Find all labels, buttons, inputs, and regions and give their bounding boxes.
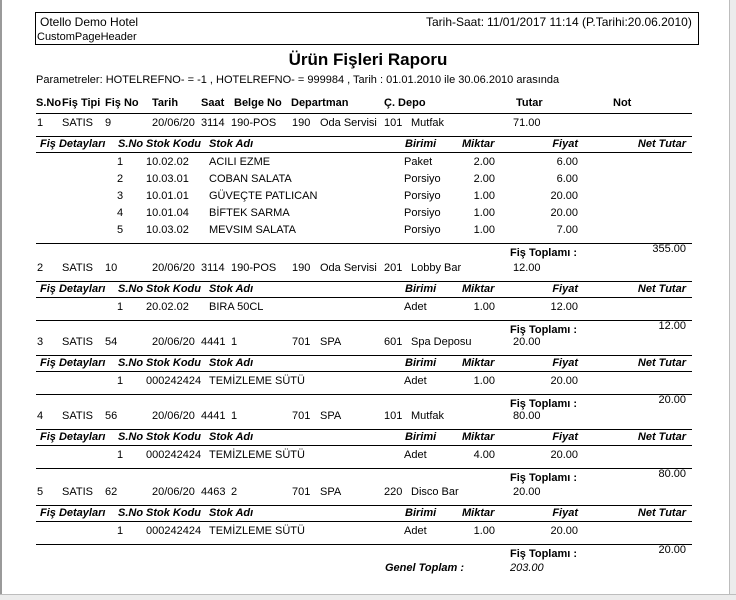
item-stok-kodu: 000242424 xyxy=(146,375,202,387)
item-fiyat: 7.00 xyxy=(556,224,578,236)
receipt-tutar: 20.00 xyxy=(513,486,541,498)
item-birimi: Adet xyxy=(404,449,427,461)
detail-col-stok-adi: Stok Adı xyxy=(209,431,254,443)
item-fiyat: 6.00 xyxy=(556,173,578,185)
detail-col-fiyat: Fiyat xyxy=(552,357,578,369)
item-sno: 1 xyxy=(117,156,124,168)
detail-col-fis-detaylari: Fiş Detayları xyxy=(40,357,106,369)
item-stok-adi: BIRA 50CL xyxy=(209,301,264,313)
item-stok-kodu: 10.03.02 xyxy=(146,224,189,236)
item-stok-kodu: 10.03.01 xyxy=(146,173,189,185)
receipt-fis-no: 56 xyxy=(105,410,118,422)
item-stok-adi: ACILI EZME xyxy=(209,156,271,168)
receipt-depo-kod: 220 xyxy=(384,486,403,498)
receipt-depo: Mutfak xyxy=(411,410,445,422)
detail-col-fiyat: Fiyat xyxy=(552,138,578,150)
fis-toplami-label: Fiş Toplamı : xyxy=(510,324,578,336)
col-c-depo: Ç. Depo xyxy=(384,97,426,109)
col-saat: Saat xyxy=(201,97,225,109)
item-stok-kodu: 000242424 xyxy=(146,525,202,537)
detail-header-top-rule xyxy=(36,136,692,137)
item-birimi: Adet xyxy=(404,375,427,387)
item-birimi: Adet xyxy=(404,301,427,313)
receipt-depo-kod: 201 xyxy=(384,262,403,274)
detail-col-fiyat: Fiyat xyxy=(552,507,578,519)
fis-toplami-label: Fiş Toplamı : xyxy=(510,472,578,484)
col-not: Not xyxy=(613,97,632,109)
receipt-sno: 1 xyxy=(37,117,44,129)
datetime-value: 11/01/2017 11:14 (P.Tarihi:20.06.2010) xyxy=(487,15,692,29)
receipt-fis-no: 62 xyxy=(105,486,118,498)
receipt-sno: 4 xyxy=(37,410,44,422)
fis-toplami-value: 355.00 xyxy=(652,243,686,255)
receipt-sno: 5 xyxy=(37,486,44,498)
receipt-saat: 3114 xyxy=(201,262,225,274)
detail-col-stok-kodu: Stok Kodu xyxy=(146,138,201,150)
receipt-belge-no: 190-POS xyxy=(231,117,277,129)
item-sno: 3 xyxy=(117,190,124,202)
receipt-saat: 4463 xyxy=(201,486,226,498)
item-miktar: 4.00 xyxy=(473,449,495,461)
receipt-dep-kod: 701 xyxy=(292,336,311,348)
col-fis-no: Fiş No xyxy=(105,97,139,109)
item-fiyat: 20.00 xyxy=(550,207,578,219)
detail-col-birimi: Birimi xyxy=(405,507,437,519)
detail-col-sno: S.No xyxy=(118,431,144,443)
header-rule xyxy=(36,113,692,114)
detail-col-net-tutar: Net Tutar xyxy=(637,507,686,519)
receipt-dep-kod: 701 xyxy=(292,486,311,498)
item-birimi: Porsiyo xyxy=(404,207,441,219)
receipt-fis-tipi: SATIS xyxy=(62,410,93,422)
item-sno: 5 xyxy=(117,224,124,236)
item-miktar: 1.00 xyxy=(473,525,495,537)
detail-col-fis-detaylari: Fiş Detayları xyxy=(40,507,106,519)
receipt-dep-kod: 190 xyxy=(292,262,311,274)
item-fiyat: 20.00 xyxy=(550,525,578,537)
item-miktar: 1.00 xyxy=(473,224,495,236)
datetime-label: Tarih-Saat: xyxy=(426,15,485,29)
item-fiyat: 6.00 xyxy=(556,156,578,168)
fis-toplami-label: Fiş Toplamı : xyxy=(510,548,578,560)
item-stok-adi: TEMİZLEME SÜTÜ xyxy=(209,525,305,537)
detail-col-sno: S.No xyxy=(118,357,144,369)
detail-col-sno: S.No xyxy=(118,283,144,295)
detail-col-fis-detaylari: Fiş Detayları xyxy=(40,431,106,443)
detail-col-sno: S.No xyxy=(118,507,144,519)
item-birimi: Porsiyo xyxy=(404,190,441,202)
item-stok-kodu: 10.02.02 xyxy=(146,156,189,168)
detail-col-net-tutar: Net Tutar xyxy=(637,357,686,369)
detail-col-fiyat: Fiyat xyxy=(552,283,578,295)
fis-toplami-value: 20.00 xyxy=(658,394,686,406)
genel-toplam-value: 203.00 xyxy=(510,562,544,574)
detail-header-bottom-rule xyxy=(36,152,692,153)
receipt-tutar: 80.00 xyxy=(513,410,541,422)
detail-col-birimi: Birimi xyxy=(405,357,437,369)
detail-col-fiyat: Fiyat xyxy=(552,431,578,443)
item-stok-kodu: 10.01.04 xyxy=(146,207,189,219)
detail-col-net-tutar: Net Tutar xyxy=(637,431,686,443)
col-tarih: Tarih xyxy=(152,97,179,109)
item-stok-adi: TEMİZLEME SÜTÜ xyxy=(209,375,305,387)
receipt-depo: Spa Deposu xyxy=(411,336,472,348)
receipt-fis-tipi: SATIS xyxy=(62,117,93,129)
detail-col-net-tutar: Net Tutar xyxy=(637,138,686,150)
detail-col-miktar: Miktar xyxy=(462,507,495,519)
report-parameters: Parametreler: HOTELREFNO- = -1 , HOTELREFNO- = 999984 , Tarih : 01.01.2010 ile 30.06.2010 arasında xyxy=(36,74,560,86)
item-stok-adi: GÜVEÇTE PATLICAN xyxy=(209,190,318,202)
fis-toplami-label: Fiş Toplamı : xyxy=(510,247,578,259)
detail-col-fis-detaylari: Fiş Detayları xyxy=(40,138,106,150)
detail-col-stok-kodu: Stok Kodu xyxy=(146,507,201,519)
receipt-depo-kod: 101 xyxy=(384,117,403,129)
detail-col-stok-adi: Stok Adı xyxy=(209,283,254,295)
item-sno: 1 xyxy=(117,301,124,313)
receipt-departman: SPA xyxy=(320,410,342,422)
detail-header-top-rule xyxy=(36,429,692,430)
receipt-belge-no: 1 xyxy=(231,336,238,348)
detail-header-top-rule xyxy=(36,281,692,282)
receipt-depo: Mutfak xyxy=(411,117,445,129)
detail-col-stok-kodu: Stok Kodu xyxy=(146,431,201,443)
detail-header-bottom-rule xyxy=(36,371,692,372)
receipt-departman: Oda Servisi xyxy=(320,262,377,274)
item-miktar: 2.00 xyxy=(473,173,495,185)
item-sno: 1 xyxy=(117,525,124,537)
receipt-departman: SPA xyxy=(320,486,342,498)
item-miktar: 1.00 xyxy=(473,301,495,313)
receipt-dep-kod: 701 xyxy=(292,410,311,422)
receipt-departman: Oda Servisi xyxy=(320,117,377,129)
fis-toplami-label: Fiş Toplamı : xyxy=(510,398,578,410)
detail-header-top-rule xyxy=(36,505,692,506)
receipt-fis-tipi: SATIS xyxy=(62,262,93,274)
item-miktar: 1.00 xyxy=(473,190,495,202)
col-sno: S.No xyxy=(36,97,62,109)
receipt-sno: 3 xyxy=(37,336,44,348)
right-frame xyxy=(729,0,736,600)
receipt-belge-no: 190-POS xyxy=(231,262,277,274)
receipt-departman: SPA xyxy=(320,336,342,348)
detail-col-stok-adi: Stok Adı xyxy=(209,507,254,519)
col-fis-tipi: Fiş Tipi xyxy=(62,97,101,109)
detail-col-net-tutar: Net Tutar xyxy=(637,283,686,295)
receipt-tarih: 20/06/20 xyxy=(152,486,195,498)
item-fiyat: 12.00 xyxy=(550,301,578,313)
item-stok-kodu: 20.02.02 xyxy=(146,301,189,313)
detail-col-stok-adi: Stok Adı xyxy=(209,357,254,369)
receipt-saat: 4441 xyxy=(201,410,226,422)
receipt-saat: 4441 xyxy=(201,336,226,348)
receipt-fis-no: 54 xyxy=(105,336,118,348)
detail-col-miktar: Miktar xyxy=(462,357,495,369)
col-belge-no: Belge No xyxy=(234,97,282,109)
item-miktar: 1.00 xyxy=(473,207,495,219)
receipt-depo: Lobby Bar xyxy=(411,262,462,274)
left-frame xyxy=(0,0,2,600)
detail-col-stok-kodu: Stok Kodu xyxy=(146,283,201,295)
detail-col-sno: S.No xyxy=(118,138,144,150)
receipt-tarih: 20/06/20 xyxy=(152,410,195,422)
col-tutar: Tutar xyxy=(516,97,543,109)
item-miktar: 1.00 xyxy=(473,375,495,387)
item-birimi: Adet xyxy=(404,525,427,537)
detail-col-miktar: Miktar xyxy=(462,283,495,295)
hotel-name: Otello Demo Hotel xyxy=(40,15,139,29)
detail-col-miktar: Miktar xyxy=(462,138,495,150)
receipt-tarih: 20/06/20 xyxy=(152,262,195,274)
item-stok-adi: TEMİZLEME SÜTÜ xyxy=(209,449,305,461)
fis-toplami-value: 80.00 xyxy=(658,468,686,480)
fis-toplami-value: 20.00 xyxy=(658,544,686,556)
receipt-tarih: 20/06/20 xyxy=(152,336,195,348)
detail-header-bottom-rule xyxy=(36,521,692,522)
item-fiyat: 20.00 xyxy=(550,449,578,461)
detail-col-birimi: Birimi xyxy=(405,138,437,150)
item-birimi: Porsiyo xyxy=(404,224,441,236)
item-stok-adi: BİFTEK SARMA xyxy=(209,207,290,219)
item-sno: 1 xyxy=(117,375,124,387)
detail-header-bottom-rule xyxy=(36,297,692,298)
receipt-tarih: 20/06/20 xyxy=(152,117,195,129)
detail-col-stok-kodu: Stok Kodu xyxy=(146,357,201,369)
receipt-fis-no: 9 xyxy=(105,117,112,129)
item-fiyat: 20.00 xyxy=(550,375,578,387)
receipt-fis-no: 10 xyxy=(105,262,118,274)
item-sno: 1 xyxy=(117,449,124,461)
item-sno: 4 xyxy=(117,207,124,219)
receipt-saat: 3114 xyxy=(201,117,225,129)
detail-col-miktar: Miktar xyxy=(462,431,495,443)
detail-col-fis-detaylari: Fiş Detayları xyxy=(40,283,106,295)
receipt-depo: Disco Bar xyxy=(411,486,459,498)
receipt-depo-kod: 101 xyxy=(384,410,403,422)
receipt-sno: 2 xyxy=(37,262,44,274)
item-birimi: Porsiyo xyxy=(404,173,441,185)
receipt-depo-kod: 601 xyxy=(384,336,403,348)
custom-page-header: CustomPageHeader xyxy=(37,31,137,43)
bottom-frame xyxy=(0,594,736,600)
detail-header-bottom-rule xyxy=(36,445,692,446)
col-departman: Departman xyxy=(291,97,349,109)
item-fiyat: 20.00 xyxy=(550,190,578,202)
receipt-fis-tipi: SATIS xyxy=(62,336,93,348)
receipt-belge-no: 1 xyxy=(231,410,238,422)
receipt-tutar: 20.00 xyxy=(513,336,541,348)
report-title: Ürün Fişleri Raporu xyxy=(288,50,448,69)
receipt-belge-no: 2 xyxy=(231,486,238,498)
item-stok-adi: MEVSIM SALATA xyxy=(209,224,297,236)
receipt-tutar: 71.00 xyxy=(513,117,541,129)
detail-col-stok-adi: Stok Adı xyxy=(209,138,254,150)
detail-col-birimi: Birimi xyxy=(405,431,437,443)
item-stok-adi: COBAN SALATA xyxy=(209,173,292,185)
detail-header-top-rule xyxy=(36,355,692,356)
item-sno: 2 xyxy=(117,173,124,185)
receipt-fis-tipi: SATIS xyxy=(62,486,93,498)
item-stok-kodu: 10.01.01 xyxy=(146,190,189,202)
item-stok-kodu: 000242424 xyxy=(146,449,202,461)
detail-col-birimi: Birimi xyxy=(405,283,437,295)
fis-toplami-value: 12.00 xyxy=(658,320,686,332)
receipt-dep-kod: 190 xyxy=(292,117,311,129)
genel-toplam-label: Genel Toplam : xyxy=(385,562,465,574)
receipt-tutar: 12.00 xyxy=(513,262,541,274)
item-miktar: 2.00 xyxy=(473,156,495,168)
item-birimi: Paket xyxy=(404,156,433,168)
